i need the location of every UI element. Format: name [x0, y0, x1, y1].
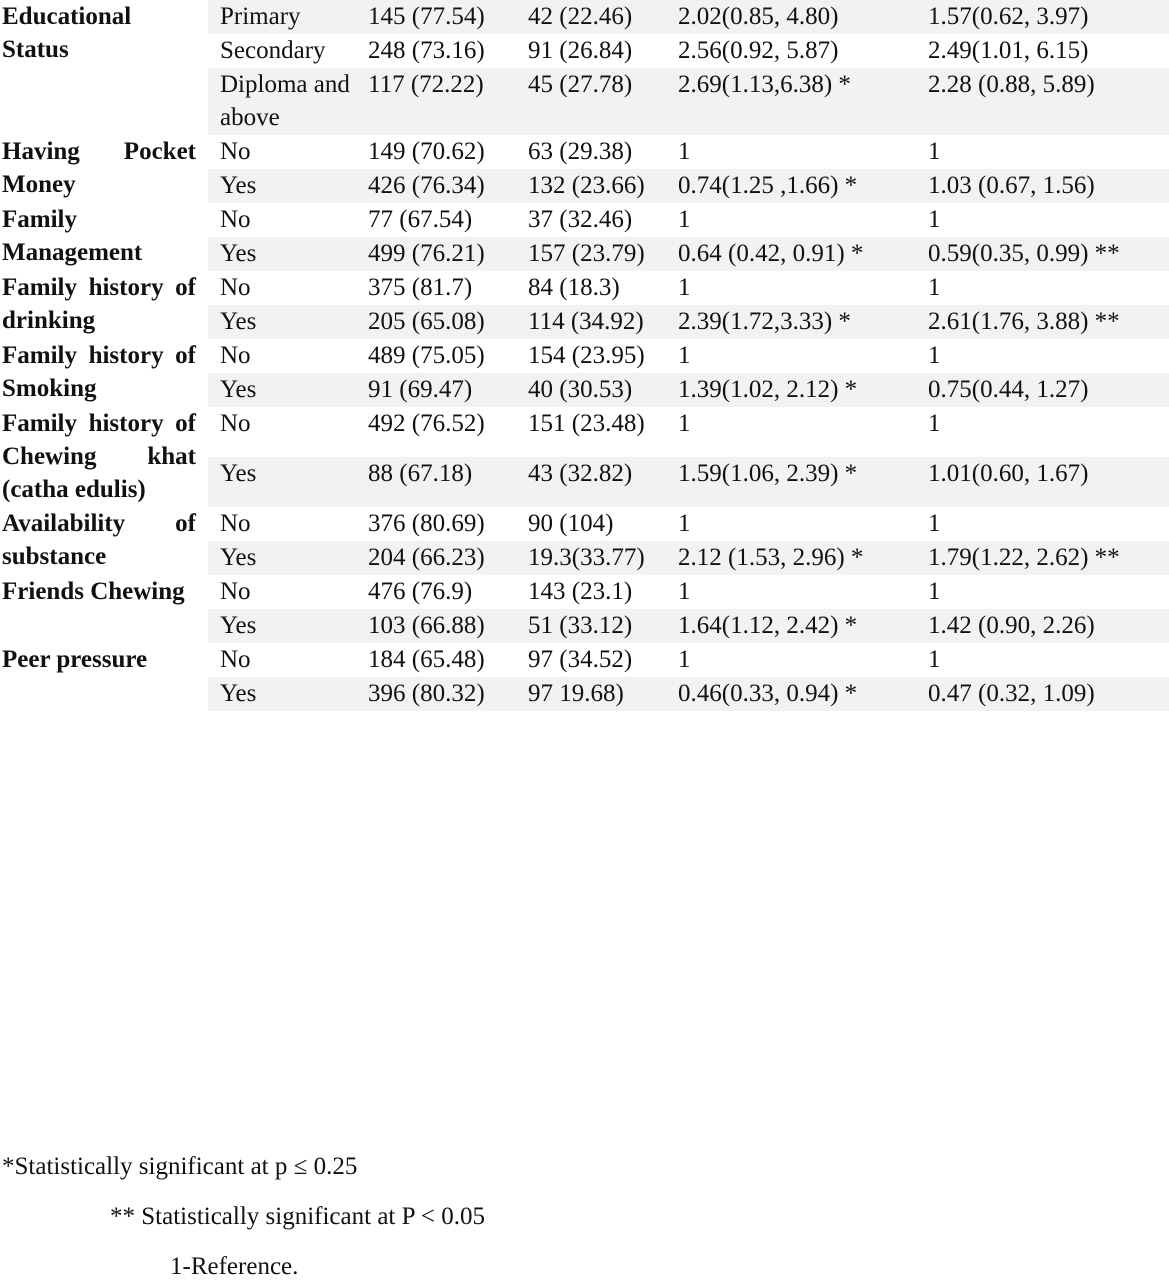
- cell-cor: 1: [666, 135, 916, 169]
- cell-yes: 40 (30.53): [516, 373, 666, 407]
- cell-aor: 2.61(1.76, 3.88) **: [916, 305, 1169, 339]
- cell-cor: 1.59(1.06, 2.39) *: [666, 457, 916, 507]
- cell-cor: 2.39(1.72,3.33) *: [666, 305, 916, 339]
- cell-aor: 1.79(1.22, 2.62) **: [916, 541, 1169, 575]
- category-label: Secondary: [208, 34, 356, 68]
- cell-no: 492 (76.52): [356, 407, 516, 457]
- category-label: Primary: [208, 0, 356, 34]
- cell-aor: 1: [916, 643, 1169, 677]
- category-label: No: [208, 643, 356, 677]
- cell-yes: 63 (29.38): [516, 135, 666, 169]
- cell-yes: 45 (27.78): [516, 68, 666, 135]
- cell-yes: 97 (34.52): [516, 643, 666, 677]
- cell-yes: 114 (34.92): [516, 305, 666, 339]
- cell-cor: 1: [666, 407, 916, 457]
- category-label: Yes: [208, 609, 356, 643]
- cell-no: 91 (69.47): [356, 373, 516, 407]
- category-label: Yes: [208, 169, 356, 203]
- cell-aor: 1: [916, 271, 1169, 305]
- cell-no: 375 (81.7): [356, 271, 516, 305]
- cell-yes: 143 (23.1): [516, 575, 666, 609]
- cell-no: 77 (67.54): [356, 203, 516, 237]
- cell-cor: 0.74(1.25 ,1.66) *: [666, 169, 916, 203]
- category-label: Yes: [208, 541, 356, 575]
- cell-aor: 1.03 (0.67, 1.56): [916, 169, 1169, 203]
- cell-cor: 2.12 (1.53, 2.96) *: [666, 541, 916, 575]
- category-label: No: [208, 203, 356, 237]
- category-label: Yes: [208, 237, 356, 271]
- variable-label: Family Management: [0, 203, 208, 271]
- category-label: No: [208, 135, 356, 169]
- cell-aor: 1: [916, 407, 1169, 457]
- cell-aor: 0.75(0.44, 1.27): [916, 373, 1169, 407]
- variable-label: Family history of Smoking: [0, 339, 208, 407]
- cell-aor: 1: [916, 135, 1169, 169]
- category-label: Yes: [208, 305, 356, 339]
- category-label: Diploma and above: [208, 68, 356, 135]
- cell-yes: 91 (26.84): [516, 34, 666, 68]
- variable-label: Friends Chewing: [0, 575, 208, 643]
- table-row: [0, 643, 1169, 677]
- cell-no: 184 (65.48): [356, 643, 516, 677]
- table-row: [0, 339, 1169, 373]
- cell-aor: 1: [916, 339, 1169, 373]
- cell-aor: 1.57(0.62, 3.97): [916, 0, 1169, 34]
- cell-no: 476 (76.9): [356, 575, 516, 609]
- cell-cor: 2.02(0.85, 4.80): [666, 0, 916, 34]
- variable-label: Having Pocket Money: [0, 135, 208, 203]
- cell-no: 145 (77.54): [356, 0, 516, 34]
- cell-no: 204 (66.23): [356, 541, 516, 575]
- cell-cor: 2.56(0.92, 5.87): [666, 34, 916, 68]
- cell-cor: 2.69(1.13,6.38) *: [666, 68, 916, 135]
- cell-cor: 1: [666, 507, 916, 541]
- cell-no: 489 (75.05): [356, 339, 516, 373]
- cell-cor: 1: [666, 271, 916, 305]
- cell-cor: 1.39(1.02, 2.12) *: [666, 373, 916, 407]
- cell-no: 376 (80.69): [356, 507, 516, 541]
- cell-yes: 51 (33.12): [516, 609, 666, 643]
- cell-yes: 132 (23.66): [516, 169, 666, 203]
- category-label: No: [208, 271, 356, 305]
- cell-aor: 0.59(0.35, 0.99) **: [916, 237, 1169, 271]
- cell-yes: 84 (18.3): [516, 271, 666, 305]
- cell-aor: 0.47 (0.32, 1.09): [916, 677, 1169, 711]
- cell-cor: 1: [666, 643, 916, 677]
- variable-label: Availability of substance: [0, 507, 208, 575]
- cell-cor: 0.64 (0.42, 0.91) *: [666, 237, 916, 271]
- cell-yes: 37 (32.46): [516, 203, 666, 237]
- category-label: No: [208, 507, 356, 541]
- cell-yes: 43 (32.82): [516, 457, 666, 507]
- cell-no: 103 (66.88): [356, 609, 516, 643]
- table-row: [0, 507, 1169, 541]
- cell-cor: 1: [666, 575, 916, 609]
- category-label: Yes: [208, 457, 356, 507]
- cell-no: 149 (70.62): [356, 135, 516, 169]
- footnote-significance-005: ** Statistically significant at P < 0.05: [110, 1203, 485, 1230]
- cell-aor: 1: [916, 507, 1169, 541]
- variable-label: Family history of drinking: [0, 271, 208, 339]
- variable-label: Family history of Chewing khat (catha edulis): [0, 407, 208, 507]
- footnote-significance-025: *Statistically significant at p ≤ 0.25: [2, 1153, 358, 1180]
- cell-cor: 1.64(1.12, 2.42) *: [666, 609, 916, 643]
- cell-aor: 1.42 (0.90, 2.26): [916, 609, 1169, 643]
- table-row: [0, 135, 1169, 169]
- table-row: [0, 203, 1169, 237]
- cell-no: 248 (73.16): [356, 34, 516, 68]
- cell-yes: 151 (23.48): [516, 407, 666, 457]
- cell-no: 205 (65.08): [356, 305, 516, 339]
- cell-no: 396 (80.32): [356, 677, 516, 711]
- footnotes: [0, 1150, 485, 1284]
- category-label: No: [208, 407, 356, 457]
- category-label: No: [208, 575, 356, 609]
- cell-yes: 154 (23.95): [516, 339, 666, 373]
- table-row: [0, 407, 1169, 457]
- category-label: No: [208, 339, 356, 373]
- category-label: Yes: [208, 677, 356, 711]
- cell-yes: 42 (22.46): [516, 0, 666, 34]
- cell-aor: 2.28 (0.88, 5.89): [916, 68, 1169, 135]
- cell-aor: 1.01(0.60, 1.67): [916, 457, 1169, 507]
- cell-no: 117 (72.22): [356, 68, 516, 135]
- cell-aor: 2.49(1.01, 6.15): [916, 34, 1169, 68]
- cell-yes: 97 19.68): [516, 677, 666, 711]
- cell-no: 88 (67.18): [356, 457, 516, 507]
- table-row: [0, 0, 1169, 34]
- cell-yes: 19.3(33.77): [516, 541, 666, 575]
- cell-cor: 1: [666, 339, 916, 373]
- cell-yes: 157 (23.79): [516, 237, 666, 271]
- category-label: Yes: [208, 373, 356, 407]
- cell-aor: 1: [916, 575, 1169, 609]
- cell-yes: 90 (104): [516, 507, 666, 541]
- table-row: [0, 575, 1169, 609]
- footnote-reference: 1-Reference.: [170, 1253, 299, 1280]
- cell-no: 426 (76.34): [356, 169, 516, 203]
- variable-label: Educational Status: [0, 0, 208, 135]
- cell-no: 499 (76.21): [356, 237, 516, 271]
- cell-aor: 1: [916, 203, 1169, 237]
- cell-cor: 0.46(0.33, 0.94) *: [666, 677, 916, 711]
- table-row: [0, 271, 1169, 305]
- variable-label: Peer pressure: [0, 643, 208, 711]
- cell-cor: 1: [666, 203, 916, 237]
